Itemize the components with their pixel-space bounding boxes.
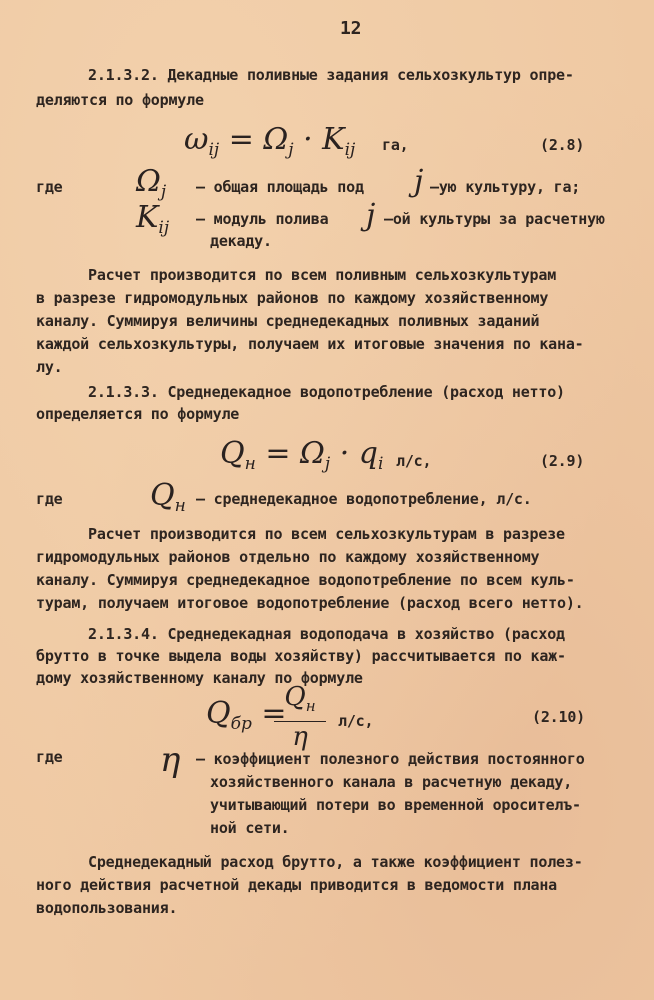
formula-subscript: н: [244, 454, 256, 474]
formula-symbol: K: [136, 200, 159, 235]
formula-subscript: ij: [344, 140, 356, 160]
paragraph-2132-l3: каналу. Суммируя величины среднедекадных поливных заданий: [36, 312, 540, 330]
def-symbol-qn: [150, 478, 186, 516]
def-symbol-j: j: [366, 198, 376, 233]
formula-subscript: бр: [230, 714, 252, 734]
formula-operator: ·: [293, 122, 323, 157]
paragraph-2132-l5: лу.: [36, 358, 63, 376]
equation-number-2-8: (2.8): [540, 136, 585, 154]
formula-symbol: Q: [284, 682, 306, 712]
equation-number-2-9: (2.9): [540, 452, 585, 470]
def-symbol-j: j: [414, 164, 424, 199]
paragraph-2134-l3: водопользования.: [36, 899, 178, 917]
formula-operator: =: [255, 436, 301, 471]
definition-k-a: – модуль полива: [196, 210, 329, 228]
formula-2-9: [220, 436, 383, 474]
formula-symbol: Q: [206, 696, 231, 731]
section-2132-line1: 2.1.3.2. Декадные поливные задания сельхозкультур опре-: [88, 66, 574, 84]
formula-subscript: j: [288, 140, 294, 160]
paragraph-2134-l1: Среднедекадный расход брутто, а также коэффициент полез-: [88, 853, 583, 871]
formula-subscript: j: [160, 182, 167, 202]
formula-2-10-unit: л/с,: [338, 712, 374, 730]
definition-eta-l2: хозяйственного канала в расчетную декаду,: [210, 773, 573, 791]
definition-omega-b: –ую культуру, га;: [430, 178, 581, 196]
paragraph-2132-l4: каждой сельхозкультуры, получаем их итоговые значения по кана-: [36, 335, 584, 353]
section-2134-line2: брутто в точке выдела воды хозяйству) рассчитывается по каж-: [36, 647, 566, 665]
section-2134-line1: 2.1.3.4. Среднедекадная водоподача в хозяйство (расход: [88, 625, 565, 643]
formula-2-8-unit: га,: [382, 136, 409, 154]
paragraph-2132-l1: Расчет производится по всем поливным сельхозкультурам: [88, 266, 557, 284]
section-2133-line2: определяется по формуле: [36, 405, 240, 423]
paragraph-2133-l1: Расчет производится по всем сельхозкультурам в разрезе: [88, 525, 565, 543]
where-label: где: [36, 178, 63, 196]
formula-symbol: Q: [150, 478, 175, 513]
formula-2-10-fraction: [272, 682, 328, 752]
formula-subscript: ij: [158, 218, 170, 238]
formula-symbol: q: [358, 436, 379, 471]
formula-subscript: ij: [208, 140, 220, 160]
formula-symbol: K: [322, 122, 345, 157]
formula-subscript: i: [378, 454, 384, 474]
definition-eta-l1: – коэффициент полезного действия постоянного: [196, 750, 585, 768]
formula-2-9-unit: л/с,: [396, 452, 432, 470]
formula-symbol: Ω: [263, 122, 289, 157]
formula-subscript: j: [324, 454, 331, 474]
section-2134-line3: дому хозяйственному каналу по формуле: [36, 669, 363, 687]
paragraph-2133-l3: каналу. Суммируя среднедекадное водопотребление по всем куль-: [36, 571, 575, 589]
paragraph-2133-l2: гидромодульных районов отдельно по каждому хозяйственному: [36, 548, 540, 566]
paragraph-2132-l2: в разрезе гидромодульных районов по каждому хозяйственному: [36, 289, 549, 307]
formula-symbol: Ω: [300, 436, 325, 471]
formula-symbol: Ω: [136, 164, 161, 199]
definition-k-b: –ой культуры за расчетную: [384, 210, 605, 228]
definition-qn: – среднедекадное водопотребление, л/с.: [196, 490, 532, 508]
formula-operator: ·: [330, 436, 359, 471]
formula-subscript: н: [174, 496, 186, 516]
formula-2-8: [184, 122, 355, 160]
formula-subscript: н: [305, 697, 316, 715]
paragraph-2133-l4: турам, получаем итоговое водопотребление (расход всего нетто).: [36, 594, 584, 612]
formula-operator: =: [251, 696, 287, 731]
where-label: где: [36, 490, 63, 508]
equation-number-2-10: (2.10): [532, 708, 585, 726]
def-symbol-omega: [136, 164, 166, 202]
where-label: где: [36, 748, 63, 766]
formula-symbol: ω: [184, 122, 209, 157]
section-2132-line2: деляются по формуле: [36, 91, 204, 109]
paragraph-2134-l2: ного действия расчетной декады приводится в ведомости плана: [36, 876, 558, 894]
def-symbol-k: [136, 200, 169, 238]
formula-operator: =: [219, 122, 264, 157]
formula-symbol: η: [292, 722, 308, 752]
page-number: 12: [340, 18, 362, 39]
definition-omega-a: – общая площадь под: [196, 178, 364, 196]
definition-eta-l3: учитывающий потери во временной оросителъ-: [210, 796, 581, 814]
definition-eta-l4: ной сети.: [210, 819, 290, 837]
definition-k-c: декаду.: [210, 232, 272, 250]
formula-symbol: Q: [220, 436, 245, 471]
section-2133-line1: 2.1.3.3. Среднедекадное водопотребление (расход нетто): [88, 383, 565, 401]
def-symbol-eta: η: [160, 740, 181, 780]
